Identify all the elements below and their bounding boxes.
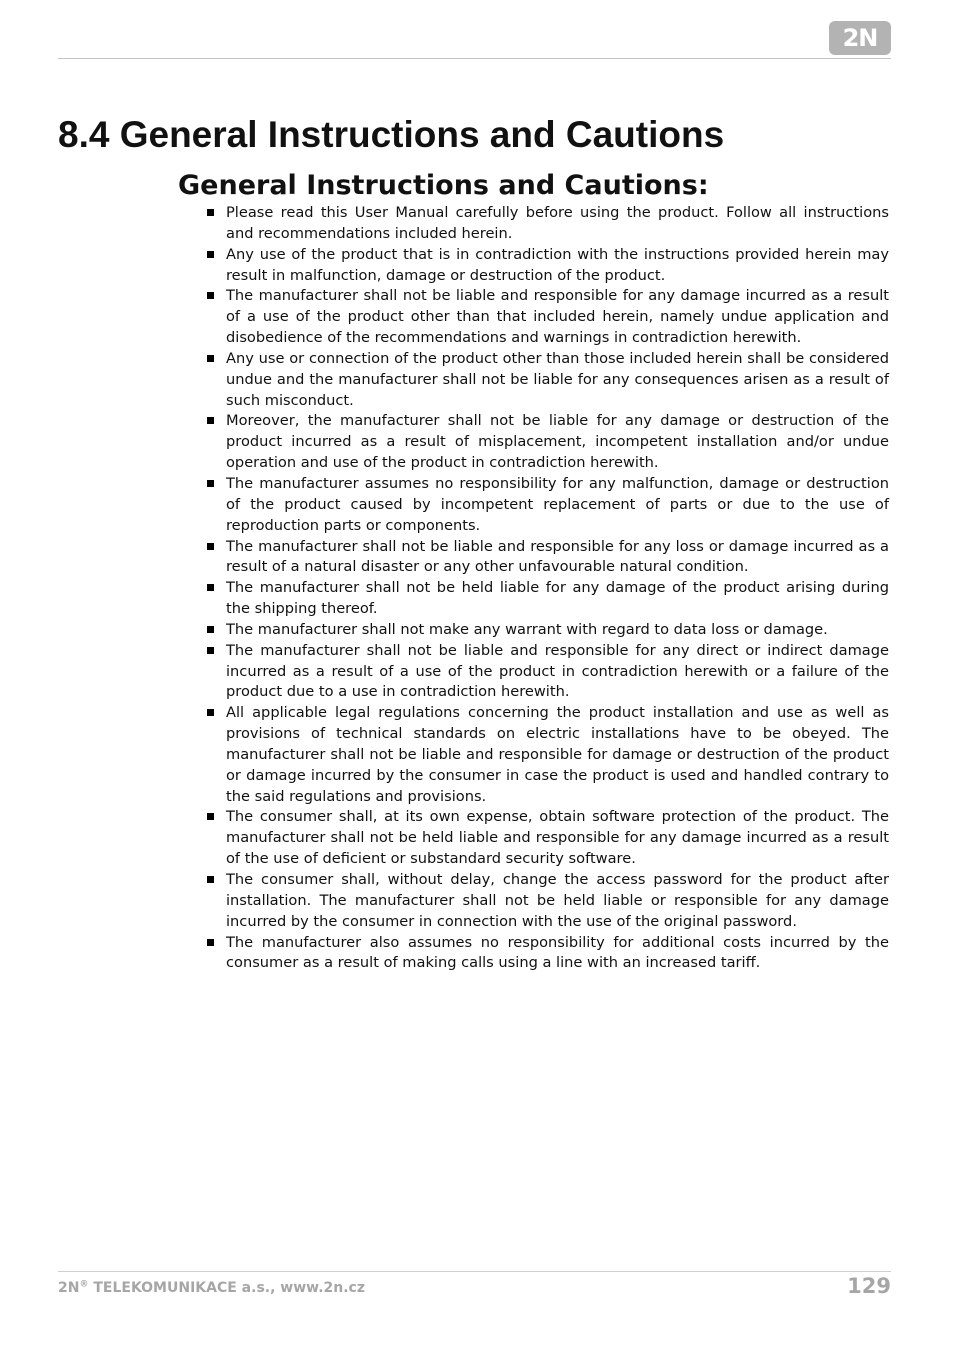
bullet-square-icon <box>207 626 214 633</box>
bullet-square-icon <box>207 355 214 362</box>
list-item <box>205 245 889 287</box>
list-item-text: The consumer shall, without delay, change the access password for the product after installation. The manufacturer shall not be held liable or responsible for any damage incurred by the consumer in connection with the use of the original password. <box>226 871 889 930</box>
list-item-text: The manufacturer also assumes no responsibility for additional costs incurred by the consumer as a result of making calls using a line with an increased tariff. <box>226 933 889 972</box>
bullet-square-icon <box>207 292 214 299</box>
list-item <box>205 703 889 807</box>
bullet-square-icon <box>207 813 214 820</box>
list-item <box>205 807 889 870</box>
footer-company <box>58 1278 365 1298</box>
list-item-text: The manufacturer shall not be liable and responsible for any direct or indirect damage incurred as a result of a use of the product in contradiction herewith or a failure of the product due to a use in contradiction herewith. <box>226 641 889 701</box>
page-number: 129 <box>847 1274 891 1298</box>
list-item <box>205 411 889 474</box>
list-item-text: All applicable legal regulations concerning the product installation and use as well as provisions of technical standards on electric installations have to be obeyed. The manufacturer shall not be liable and responsible for damage or destruction of the product or damage incurred by the consumer in case the product is used and handled contrary to the said regulations and provisions. <box>226 704 889 805</box>
list-item <box>205 870 889 933</box>
list-item-text: The manufacturer shall not make any warrant with regard to data loss or damage. <box>226 620 828 638</box>
cautions-list <box>205 203 889 974</box>
list-item-text: The manufacturer shall not be liable and responsible for any loss or damage incurred as a result of a natural disaster or any other unfavourable natural condition. <box>226 537 889 576</box>
list-item-text: Any use of the product that is in contradiction with the instructions provided herein may result in malfunction, damage or destruction of the product. <box>226 245 889 284</box>
list-item-text: The manufacturer assumes no responsibility for any malfunction, damage or destruction of the product caused by incompetent replacement of parts or due to the use of reproduction parts or components. <box>226 474 889 534</box>
section-title: General Instructions and Cautions: <box>178 170 709 201</box>
list-item-text: Please read this User Manual carefully before using the product. Follow all instructions and recommendations included herein. <box>226 204 889 242</box>
list-item <box>205 537 889 579</box>
registered-mark: ® <box>79 1279 89 1290</box>
bullet-square-icon <box>207 709 214 716</box>
logo-text: 2N <box>842 24 878 52</box>
bullet-square-icon <box>207 209 214 216</box>
header-divider <box>58 58 891 59</box>
bullet-square-icon <box>207 584 214 591</box>
footer-company-prefix: 2N <box>58 1280 80 1296</box>
chapter-title: 8.4 General Instructions and Cautions <box>58 114 725 155</box>
list-item-text: The consumer shall, at its own expense, obtain software protection of the product. The manufacturer shall not be held liable and responsible for any damage incurred as a result of the use of deficient or substandard security software. <box>226 808 889 868</box>
list-item <box>205 203 889 245</box>
brand-logo <box>829 21 891 55</box>
list-item <box>205 349 889 412</box>
footer-company-name: TELEKOMUNIKACE a.s., www.2n.cz <box>88 1280 365 1296</box>
bullet-square-icon <box>207 543 214 550</box>
bullet-square-icon <box>207 876 214 883</box>
footer-divider <box>58 1271 891 1272</box>
list-item <box>205 286 889 349</box>
list-item <box>205 641 889 704</box>
bullet-square-icon <box>207 939 214 946</box>
list-item-text: Any use or connection of the product other than those included herein shall be considered undue and the manufacturer shall not be liable for any consequences arisen as a result of such misconduct. <box>226 349 889 409</box>
list-item-text: Moreover, the manufacturer shall not be liable for any damage or destruction of the product incurred as a result of misplacement, incompetent installation and/or undue operation and use of the product in contradiction herewith. <box>226 412 889 472</box>
bullet-square-icon <box>207 417 214 424</box>
bullet-square-icon <box>207 251 214 258</box>
list-item <box>205 933 889 975</box>
bullet-square-icon <box>207 480 214 487</box>
bullet-square-icon <box>207 647 214 654</box>
list-item <box>205 474 889 537</box>
list-item <box>205 620 889 641</box>
list-item-text: The manufacturer shall not be liable and responsible for any damage incurred as a result of a use of the product other than that included herein, namely undue application and disobedience of the recommendations and warnings in contradiction herewith. <box>226 287 889 347</box>
list-item-text: The manufacturer shall not be held liable for any damage of the product arising during the shipping thereof. <box>226 579 889 618</box>
list-item <box>205 578 889 620</box>
